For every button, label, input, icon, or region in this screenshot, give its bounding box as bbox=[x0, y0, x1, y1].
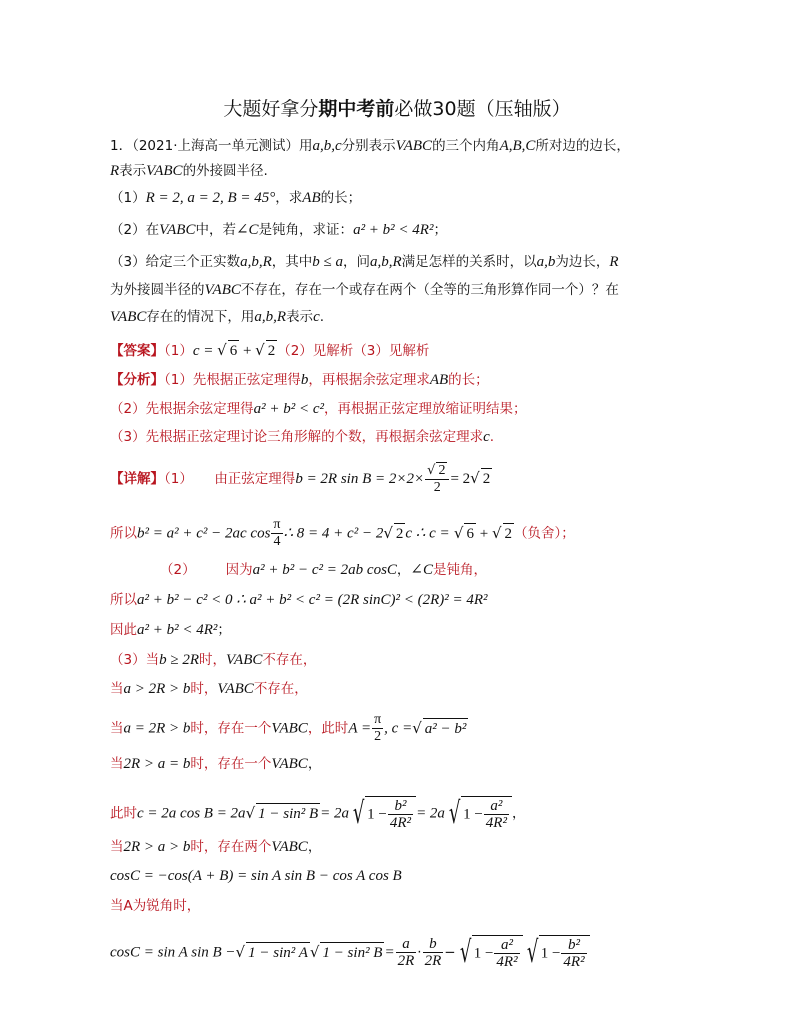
analysis-line-2: （2）先根据余弦定理得a² + b² < c²，再根据正弦定理放缩证明结果； bbox=[110, 401, 527, 417]
detail-line-7: 当a > 2R > b时，VABC不存在， bbox=[110, 681, 308, 697]
problem-line-2: R表示VABC的外接圆半径. bbox=[110, 163, 268, 179]
title-part1: 大题好拿分 bbox=[223, 98, 319, 120]
problem-part-1: （1）R = 2, a = 2, B = 45°，求AB的长； bbox=[110, 190, 362, 206]
answer-line: 【答案】（1）c = √ 6 + √ 2 （2）见解析（3）见解析 bbox=[110, 341, 430, 359]
detail-line-10: 此时c = 2a cos B = 2a√ 1 − sin² B = 2a √ 1 − $\frac{\text{b²}}{\text{4R²}}$ = 2a √ 1 − $\frac{\text{a²}}{\text{4R²}}$ ， bbox=[110, 795, 526, 831]
detail-line-13: 当A为锐角时， bbox=[110, 898, 201, 914]
answer-label: 【答案】 bbox=[110, 343, 164, 359]
problem-part-3-line-3: VABC存在的情况下，用a,b,R表示c. bbox=[110, 309, 325, 325]
detail-line-9: 当2R > a = b时，存在一个VABC， bbox=[110, 756, 322, 772]
detail-line-5: 因此a² + b² < 4R²； bbox=[110, 622, 231, 638]
detail-label: 【详解】 bbox=[110, 471, 164, 487]
detail-line-14: cosC = sin A sin B −√ 1 − sin² A √ 1 − sin² B = $\frac{a}{2R}$ · $\frac{b}{2R}$ − √ 1 − $\frac{\text{a²}}{\text{4R²}}$ √ 1 − $\frac{\text{b²}}{\text{4R²}}$ bbox=[110, 935, 590, 970]
detail-line-6: （3）当b ≥ 2R时，VABC不存在， bbox=[110, 652, 317, 668]
problem-part-2: （2）在VABC中，若∠C是钝角，求证：a² + b² < 4R²； bbox=[110, 222, 447, 238]
analysis-line-1: 【分析】（1）先根据正弦定理得b，再根据余弦定理求AB的长； bbox=[110, 372, 489, 388]
title-part3: 必做30题（压轴版） bbox=[394, 98, 571, 120]
title-part2: 期中考前 bbox=[318, 98, 395, 120]
detail-line-12: cosC = −cos(A + B) = sin A sin B − cos A cos B bbox=[110, 868, 402, 884]
analysis-label: 【分析】 bbox=[110, 372, 164, 388]
problem-line-1: 1．（2021·上海高一单元测试）用a,b,c分别表示VABC的三个内角A,B,C所对边的边长， bbox=[110, 138, 630, 154]
page-title bbox=[0, 96, 794, 122]
problem-part-3-line-2: 为外接圆半径的VABC不存在，存在一个或存在两个（全等的三角形算作同一个）？在 bbox=[110, 282, 619, 298]
detail-line-2: 所以b² = a² + c² − 2ac cos $\frac{\pi}{4}$ ∴ 8 = 4 + c² − 2√ 2 c ∴ c = √ 6 + √ 2 （负舍）； bbox=[110, 517, 575, 549]
detail-line-3: （2） 因为a² + b² − c² = 2ab cosC，∠C是钝角， bbox=[160, 562, 487, 578]
analysis-line-3: （3）先根据正弦定理讨论三角形解的个数，再根据余弦定理求c. bbox=[110, 429, 495, 445]
detail-line-11: 当2R > a > b时，存在两个VABC， bbox=[110, 839, 322, 855]
problem-part-3-line-1: （3）给定三个正实数a,b,R，其中b ≤ a，问a,b,R满足怎样的关系时，以a,b为边长，R bbox=[110, 254, 619, 270]
detail-line-1: 【详解】（1） 由正弦定理得b = 2R sin B = 2×2× $\frac{√ 2}{2}$ = 2√ 2 bbox=[110, 463, 491, 495]
detail-line-4: 所以a² + b² − c² < 0 ∴ a² + b² < c² = (2R sinC)² < (2R)² = 4R² bbox=[110, 592, 488, 608]
detail-line-8: 当a = 2R > b时，存在一个VABC，此时A = $\frac{\pi}{2}$ , c =√ a² − b² bbox=[110, 712, 467, 744]
